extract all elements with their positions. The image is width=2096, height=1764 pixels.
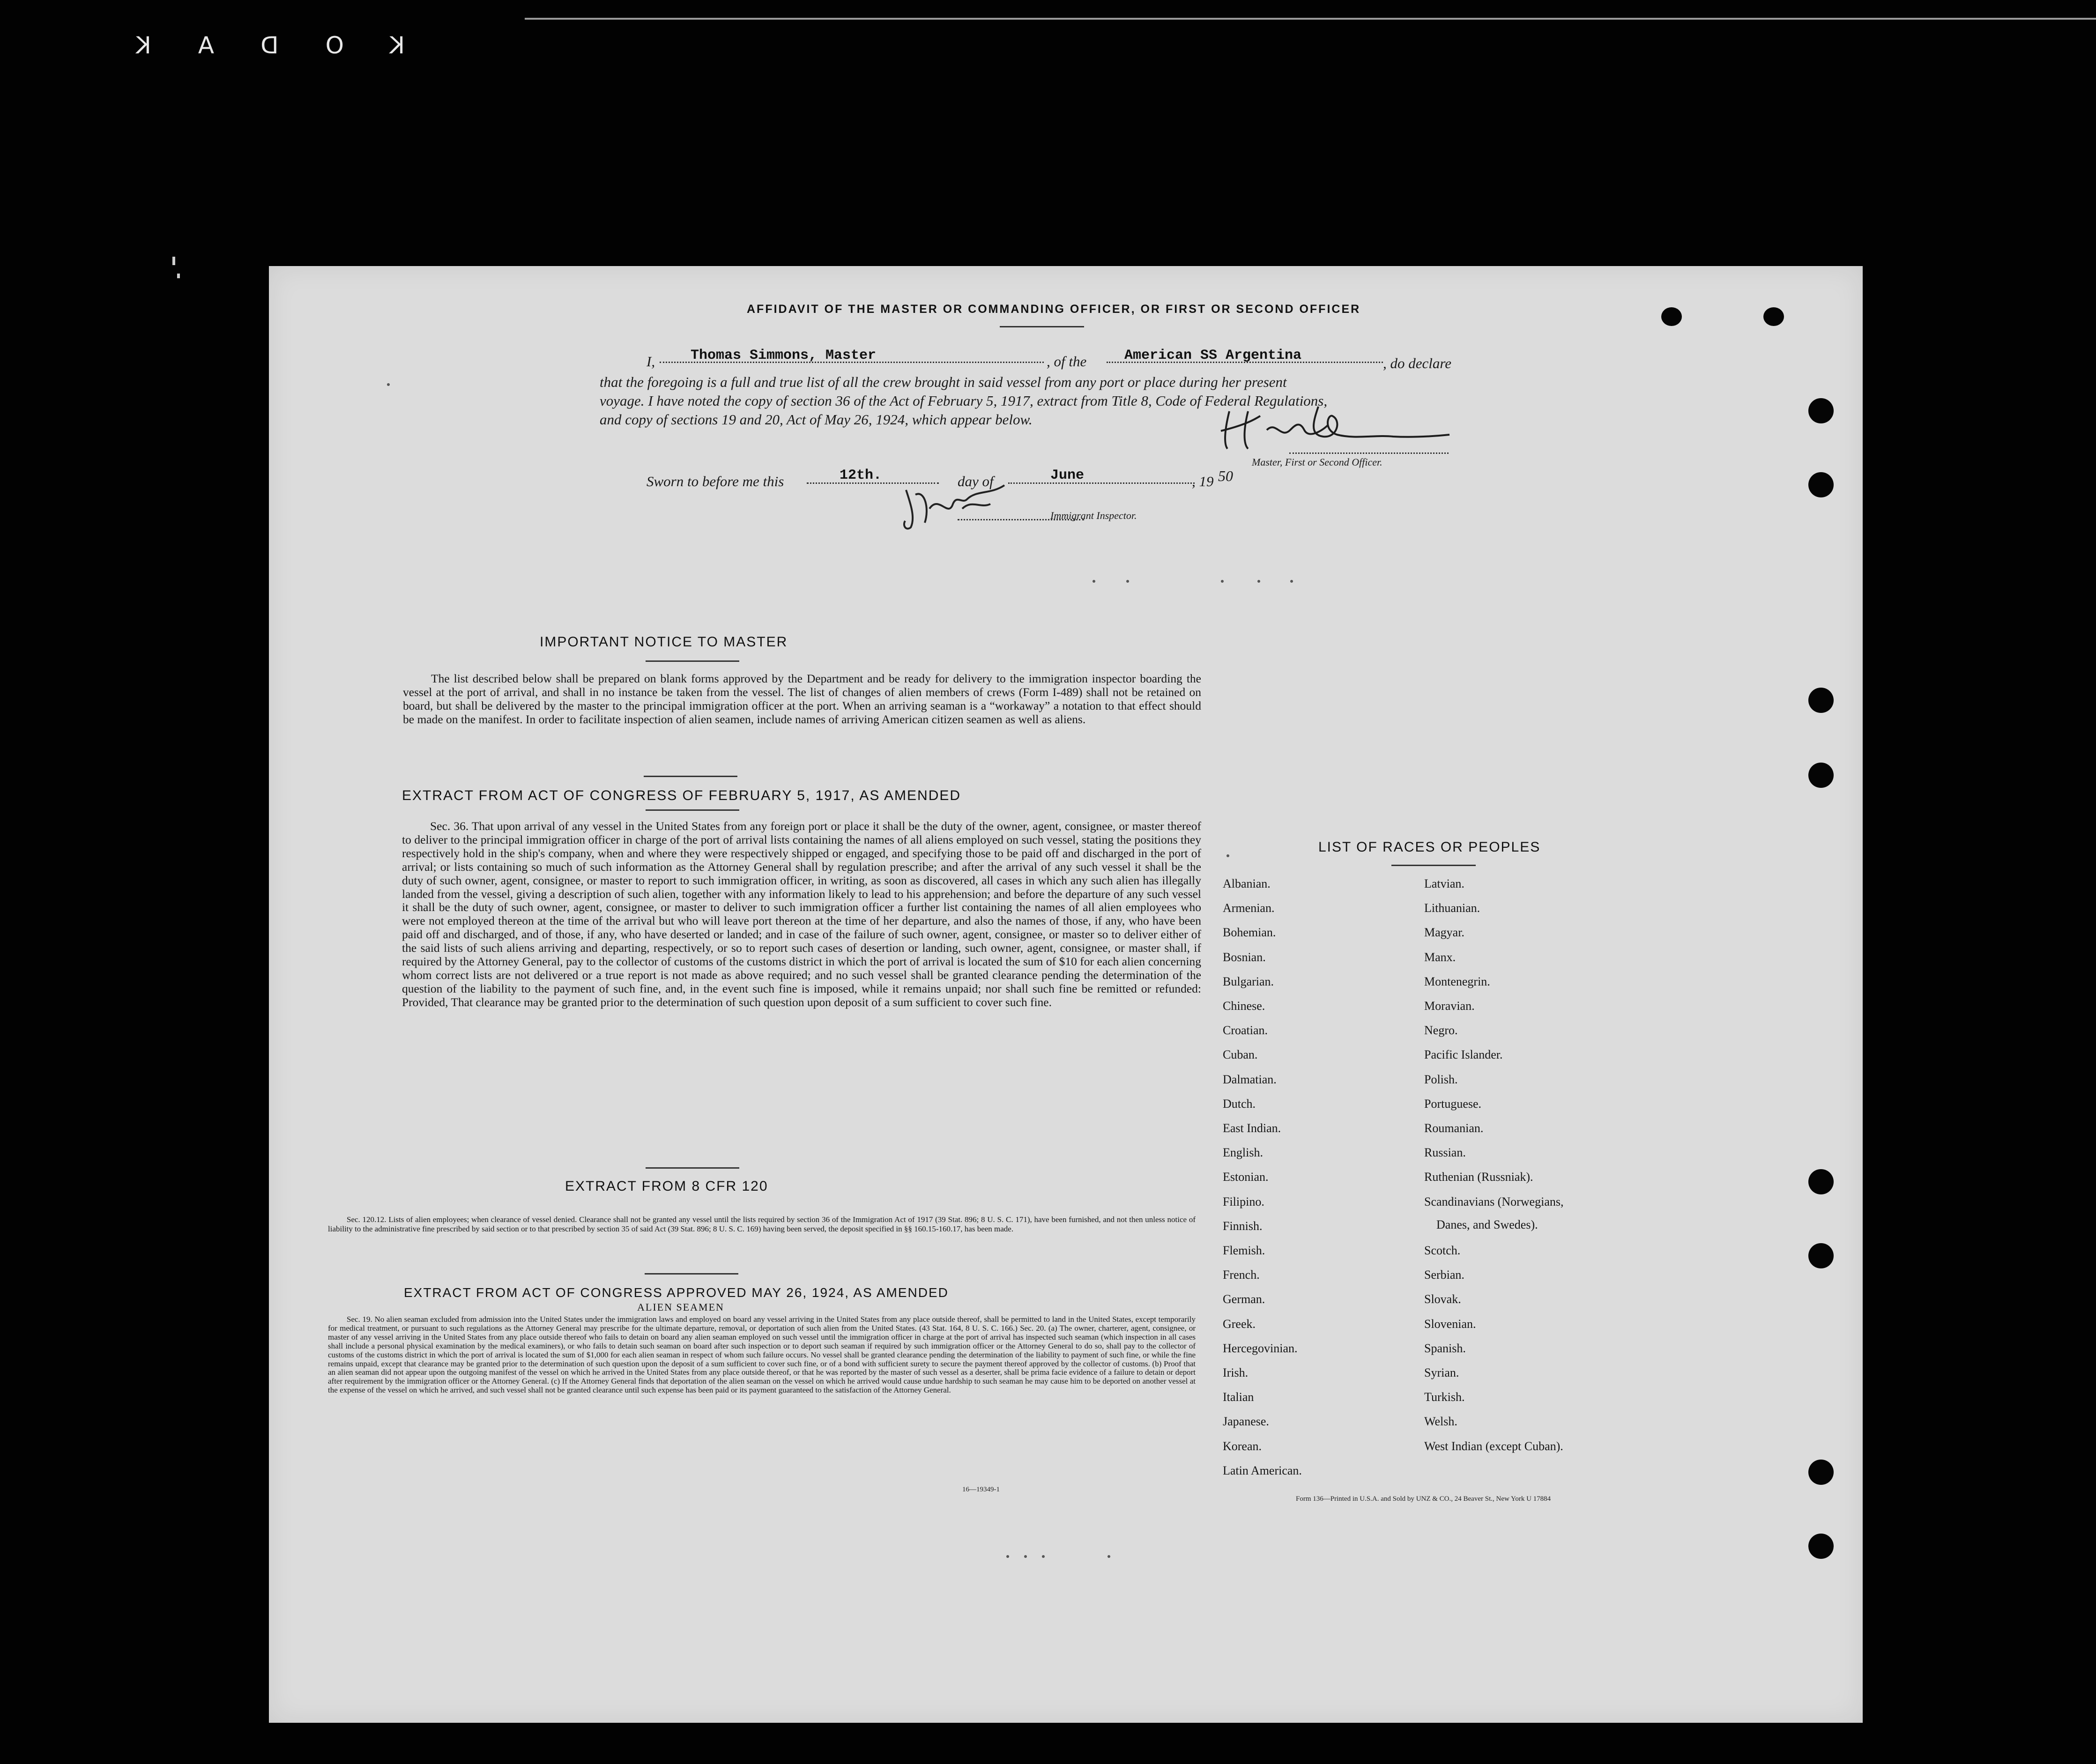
race-item: Japanese. <box>1223 1415 1269 1429</box>
master-signature-line <box>1289 452 1449 454</box>
speck <box>1226 854 1229 857</box>
year-prefix: , 19 <box>1192 473 1214 489</box>
race-item: Montenegrin. <box>1424 974 1490 988</box>
master-caption: Master, First or Second Officer. <box>1252 456 1382 468</box>
inspector-caption: Immigrant Inspector. <box>1050 510 1137 521</box>
inspector-signature <box>897 481 1009 532</box>
form-printing-note: Form 136—Printed in U.S.A. and Sold by UNZ & CO., 24 Beaver St., New York U 17884 <box>1296 1495 1551 1503</box>
race-item: Albanian. <box>1223 877 1271 890</box>
race-item: Pacific Islander. <box>1424 1048 1503 1062</box>
race-item: Syrian. <box>1424 1366 1459 1379</box>
race-item: Latin American. <box>1223 1463 1302 1477</box>
cfr-title: EXTRACT FROM 8 CFR 120 <box>565 1178 768 1194</box>
extract-1924-text: Sec. 19. No alien seaman excluded from admission into the United States under the immigration laws and employed on board any vessel arriving in the United States from any place outside thereof, shall be permitted to land in the United States, except temporarily for medical treatment, or pursuant to such regulations as the Attorney General may prescribe for the ultimate departure, removal, or deportation of such alien from the United States. (43 Stat. 164, 8 U. S. C. 166.) Sec. 20. (a) The owner, charterer, agent, consignee, or master of any vessel arriving in the United States from any place outside thereof who fails to detain on board any alien seaman employed on such vessel until the immigration officer in charge at the port of arrival has inspected such seaman (which inspection in all cases shall include a personal physical examination by the medical examiners), or who fails to detain such seaman on board after such inspection or to deport such seaman if required by such immigration officer or the Attorney General to do so, shall pay to the collector of customs of the customs district in which the port of arrival is located the sum of $1,000 for each alien seaman in respect of whom such failure occurs. No vessel shall be granted clearance pending the determination of the liability to payment of such fine, or while the fine remains unpaid, except that clearance may be granted prior to the determination of such question upon the deposit of a sum sufficient to cover such fine, or of a bond with sufficient surety to secure the payment thereof approved by the collector of customs. (b) Proof that an alien seaman did not appear upon the outgoing manifest of the vessel on which he arrived in the United States from any place outside thereof, or that he was reported by the master of such vessel as a deserter, shall be prima facie evidence of a failure to detain or deport after requirement by the immigration officer or the Attorney General. (c) If the Attorney General finds that deportation of the alien seaman on the vessel on which he arrived would cause undue hardship to such seaman he may cause him to be deported on another vessel at the expense of the vessel on which he arrived, and such vessel shall not be granted clearance until such expense has been paid or its payment guaranteed to the satisfaction of the Attorney General. <box>328 1315 1196 1395</box>
race-item: Finnish. <box>1223 1219 1263 1233</box>
race-item: West Indian (except Cuban). <box>1424 1439 1563 1453</box>
film-edge-line <box>525 18 2096 20</box>
speck <box>1093 580 1095 583</box>
race-item: Filipino. <box>1223 1194 1264 1208</box>
race-item: German. <box>1223 1292 1265 1306</box>
race-item: Spanish. <box>1424 1341 1466 1355</box>
race-item: Russian. <box>1424 1146 1466 1160</box>
notice-rule <box>646 660 739 662</box>
extract-1924-code: 16—19349-1 <box>962 1486 1000 1493</box>
race-item: Armenian. <box>1223 901 1275 915</box>
races-title: LIST OF RACES OR PEOPLES <box>1318 839 1541 855</box>
affidavit-line-3: voyage. I have noted the copy of section 36 of the Act of February 5, 1917, extract from Title 8, Code of Federal Regulations, <box>600 393 1328 409</box>
notice-text: The list described below shall be prepared on blank forms approved by the Department and be ready for delivery to the immigration inspector boarding the vessel at the port of arrival, and shall in no instance be taken from the vessel. The list of changes of alien members of crews (Form I-489) shall not be retained on board, but shall be delivered by the master to the principal immigration officer at the port. When an arriving seaman is a “workaway” a notation to that effect should be made on the manifest. In order to facilitate inspection of alien seamen, include names of arriving American citizen seamen as well as aliens. <box>403 672 1201 726</box>
speck <box>1126 580 1129 583</box>
speck <box>1257 580 1260 583</box>
punch-hole <box>1808 688 1834 713</box>
race-item: Serbian. <box>1424 1268 1464 1282</box>
sworn-year: 50 <box>1218 467 1233 484</box>
race-item: Flemish. <box>1223 1244 1265 1257</box>
punch-hole <box>1808 1169 1834 1194</box>
punch-hole <box>1808 763 1834 788</box>
race-item: Italian <box>1223 1390 1254 1404</box>
extract-1917-rule <box>646 809 739 811</box>
race-item: Magyar. <box>1424 926 1464 940</box>
race-item: Portuguese. <box>1424 1097 1482 1111</box>
punch-hole <box>1808 1243 1834 1268</box>
race-item: Chinese. <box>1223 999 1265 1013</box>
race-item: Moravian. <box>1424 999 1475 1013</box>
affidavit-title: AFFIDAVIT OF THE MASTER OR COMMANDING OFFICER, OR FIRST OR SECOND OFFICER <box>747 303 1361 316</box>
race-item: Dutch. <box>1223 1097 1256 1111</box>
punch-hole <box>1661 307 1682 326</box>
speck <box>1006 1555 1009 1558</box>
cfr-top-rule <box>646 1167 739 1169</box>
race-item: Roumanian. <box>1424 1121 1484 1135</box>
affidavit-declare: , do declare <box>1383 355 1452 371</box>
race-item: Korean. <box>1223 1439 1262 1453</box>
races-rule <box>1391 865 1476 866</box>
affidavit-line-4: and copy of sections 19 and 20, Act of May 26, 1924, which appear below. <box>600 411 1033 428</box>
race-item: French. <box>1223 1268 1260 1282</box>
race-item: Croatian. <box>1223 1023 1268 1038</box>
race-item: Irish. <box>1223 1366 1249 1379</box>
master-name: Thomas Simmons, Master <box>691 348 877 363</box>
vessel-name: American SS Argentina <box>1124 348 1302 363</box>
race-item: Negro. <box>1424 1023 1458 1038</box>
speck <box>1290 580 1293 583</box>
speck <box>1107 1555 1110 1558</box>
title-rule <box>1000 326 1084 327</box>
extract-1924-subtitle: ALIEN SEAMEN <box>637 1301 724 1313</box>
punch-hole <box>1808 1460 1834 1485</box>
punch-hole <box>1808 398 1834 423</box>
race-item: Danes, and Swedes). <box>1436 1218 1538 1231</box>
race-item: Cuban. <box>1223 1048 1258 1062</box>
race-item: Greek. <box>1223 1317 1256 1331</box>
film-brand-mark: KODAK <box>89 32 405 59</box>
race-item: Hercegovinian. <box>1223 1341 1298 1355</box>
race-item: English. <box>1223 1146 1263 1160</box>
film-tick <box>172 257 175 265</box>
race-item: Turkish. <box>1424 1390 1465 1404</box>
sworn-day: 12th. <box>840 467 882 483</box>
race-item: Lithuanian. <box>1424 901 1480 915</box>
race-item: Scotch. <box>1424 1244 1461 1257</box>
race-item: Bosnian. <box>1223 950 1266 964</box>
race-item: Bohemian. <box>1223 926 1276 940</box>
speck <box>1042 1555 1045 1558</box>
extract-1917-text: Sec. 36. That upon arrival of any vessel in the United States from any foreign port or place it shall be the duty of the owner, agent, consignee, or master thereof to deliver to the principal immigration officer in charge of the port of arrival lists containing the names of all aliens employed on such vessel, stating the positions they respectively hold in the ship's company, when and where they were respectively shipped or engaged, and specifying those to be paid off and discharged in the port of arrival; or lists containing so much of such information as the Attorney General shall by regulation prescribe; and after the arrival of any such vessel it shall be the duty of such owner, agent, consignee, or master to report to such immigration officer, in writing, as soon as discovered, all cases in which any such alien has illegally landed from the vessel, giving a description of such alien, together with any information likely to lead to his apprehension; and before the departure of any such vessel it shall be the duty of such owner, agent, consignee, or master to deliver to such immigration officer a further list containing the names of all alien employees who were not employed thereon at the time of the arrival but who will leave port thereon at the time of her departure, and also the names of those, if any, who have been paid off and discharged, and of those, if any, who have deserted or landed; and in case of the failure of such owner, agent, consignee, or master so to deliver either of the said lists of such aliens arriving and departing, respectively, or so to report such cases of desertion or landing, such owner, agent, consignee, or master shall, if required by the Attorney General, pay to the collector of customs of the customs district in which the port of arrival is located the sum of $10 for each alien concerning whom correct lists are not delivered or a true report is not made as above required; and no such vessel shall be granted clearance pending the determination of the question of the liability to the payment of such fine, and, in the event such fine is imposed, while it remains unpaid; nor shall such fine be remitted or refunded: Provided, That clearance may be granted prior to the determination of such question upon deposit of a sum sufficient to cover such fine. <box>402 819 1201 1009</box>
race-item: Dalmatian. <box>1223 1072 1277 1086</box>
race-item: East Indian. <box>1223 1121 1281 1135</box>
race-item: Polish. <box>1424 1072 1458 1086</box>
sworn-month: June <box>1050 467 1085 483</box>
document-page <box>269 266 1863 1723</box>
punch-hole <box>1763 307 1784 326</box>
race-item: Slovak. <box>1424 1292 1461 1306</box>
speck <box>387 383 390 386</box>
extract-1924-title: EXTRACT FROM ACT OF CONGRESS APPROVED MAY 26, 1924, AS AMENDED <box>404 1285 949 1300</box>
affidavit-of-the: , of the <box>1047 353 1087 370</box>
master-signature <box>1215 402 1459 453</box>
sworn-text: Sworn to before me this <box>647 473 784 489</box>
race-item: Welsh. <box>1424 1415 1457 1429</box>
race-item: Estonian. <box>1223 1170 1269 1184</box>
punch-hole <box>1808 1534 1834 1559</box>
film-tick <box>177 274 180 278</box>
day-of-text: day of <box>958 473 994 489</box>
speck <box>1221 580 1224 583</box>
cfr-text: Sec. 120.12. Lists of alien employees; when clearance of vessel denied. Clearance shall not be granted any vessel until the lists required by section 36 of the Immigration Act of 1917 (39 Stat. 896; 8 U. S. C. 171), have been furnished, and not then unless notice of liability to the administrative fine prescribed by said section or to that prescribed by section 35 of said Act (39 Stat. 896; 8 U. S. C. 169) having been served, the deposit specified in §§ 160.15-160.17, has been made. <box>328 1215 1196 1233</box>
affidavit-line-2: that the foregoing is a full and true list of all the crew brought in said vessel from any port or place during her present <box>600 374 1287 390</box>
punch-hole <box>1808 472 1834 497</box>
race-item: Slovenian. <box>1424 1317 1476 1331</box>
race-item: Manx. <box>1424 950 1456 964</box>
race-item: Latvian. <box>1424 877 1464 890</box>
month-dotted-line <box>1008 482 1195 484</box>
notice-end-rule <box>644 776 737 777</box>
notice-title: IMPORTANT NOTICE TO MASTER <box>540 634 788 650</box>
extract-1924-top-rule <box>645 1273 738 1275</box>
race-item: Ruthenian (Russniak). <box>1424 1170 1533 1184</box>
race-item: Scandinavians (Norwegians, <box>1424 1194 1564 1208</box>
speck <box>1024 1555 1027 1558</box>
affidavit-i: I, <box>647 353 655 370</box>
extract-1917-title: EXTRACT FROM ACT OF CONGRESS OF FEBRUARY 5, 1917, AS AMENDED <box>402 788 961 803</box>
race-item: Bulgarian. <box>1223 974 1274 988</box>
